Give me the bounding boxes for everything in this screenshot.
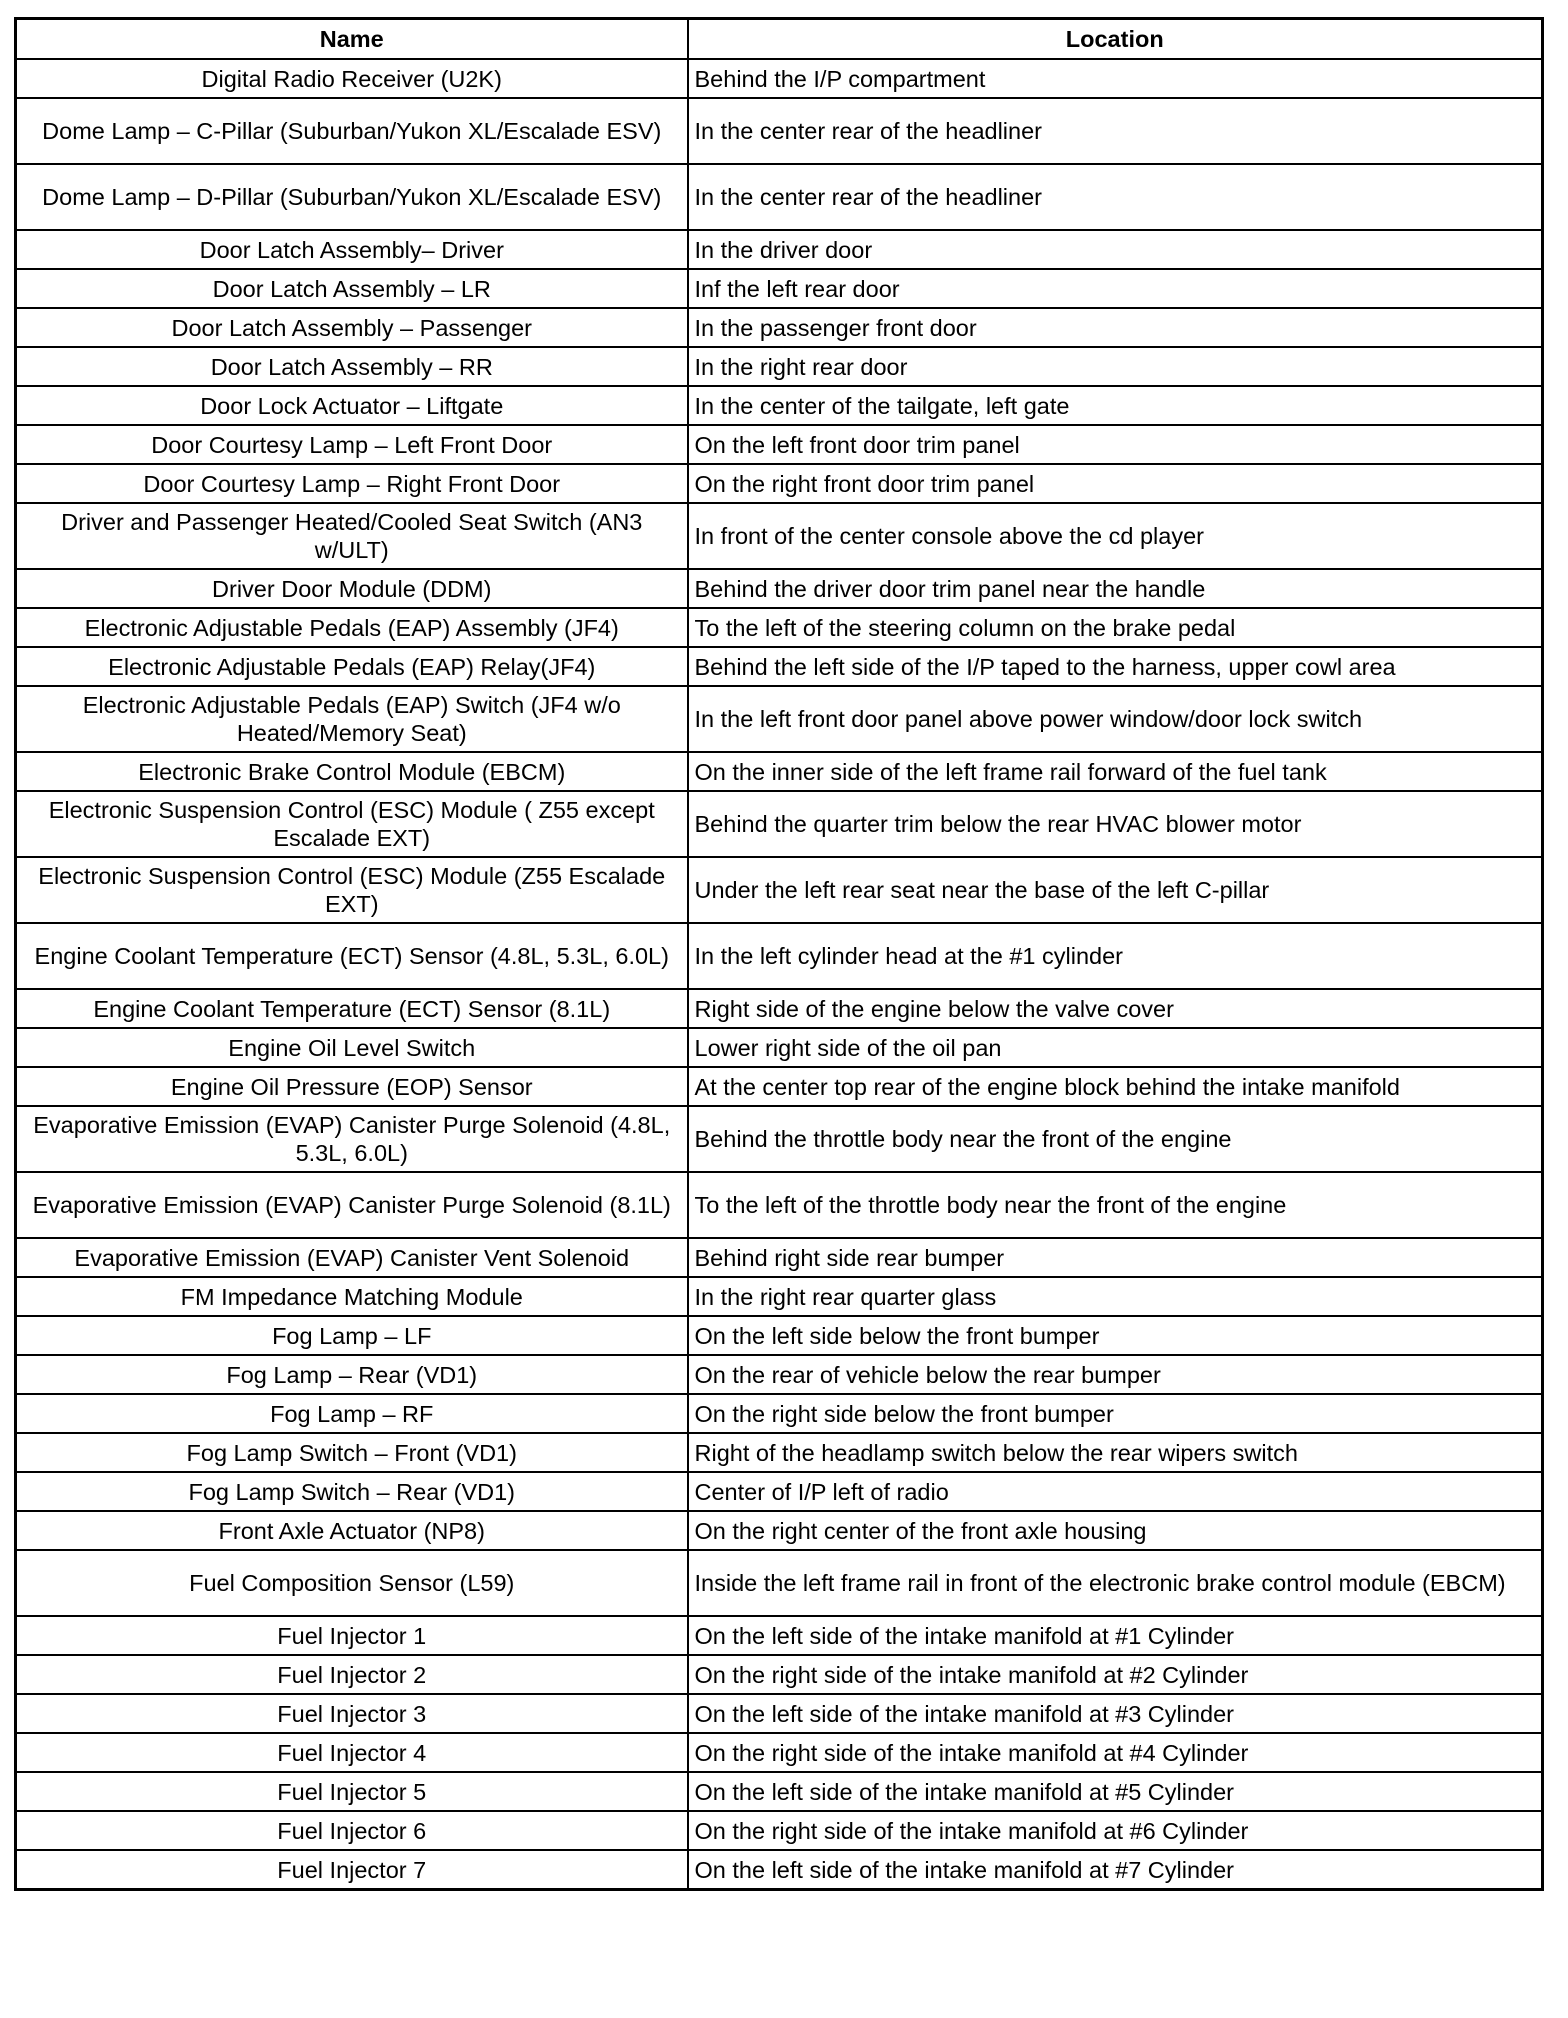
table-row	[16, 1694, 1543, 1733]
table-row	[16, 425, 1543, 464]
component-location: On the left side below the front bumper	[688, 1316, 1543, 1355]
component-name: Electronic Adjustable Pedals (EAP) Assembly (JF4)	[16, 608, 688, 647]
component-location: On the right side of the intake manifold at #2 Cylinder	[688, 1655, 1543, 1694]
component-location-table	[14, 17, 1544, 1891]
table-row	[16, 857, 1543, 923]
table-row	[16, 464, 1543, 503]
table-row	[16, 1394, 1543, 1433]
component-location: In the driver door	[688, 230, 1543, 269]
table-row	[16, 230, 1543, 269]
table-row	[16, 1172, 1543, 1238]
component-name: Evaporative Emission (EVAP) Canister Purge Solenoid (4.8L, 5.3L, 6.0L)	[16, 1106, 688, 1172]
table-row	[16, 1433, 1543, 1472]
component-location: In the center rear of the headliner	[688, 164, 1543, 230]
component-location: On the inner side of the left frame rail forward of the fuel tank	[688, 752, 1543, 791]
component-name: Dome Lamp – C-Pillar (Suburban/Yukon XL/Escalade ESV)	[16, 98, 688, 164]
component-location: In front of the center console above the cd player	[688, 503, 1543, 569]
table-row	[16, 1067, 1543, 1106]
component-location: Behind the quarter trim below the rear HVAC blower motor	[688, 791, 1543, 857]
component-location: On the right center of the front axle housing	[688, 1511, 1543, 1550]
table-row	[16, 752, 1543, 791]
component-name: Electronic Suspension Control (ESC) Module (Z55 Escalade EXT)	[16, 857, 688, 923]
component-location: On the right side of the intake manifold at #6 Cylinder	[688, 1811, 1543, 1850]
component-name: Fuel Injector 2	[16, 1655, 688, 1694]
table-row	[16, 989, 1543, 1028]
component-name: Fog Lamp – RF	[16, 1394, 688, 1433]
table-row	[16, 1655, 1543, 1694]
component-name: Door Courtesy Lamp – Left Front Door	[16, 425, 688, 464]
table-row	[16, 1028, 1543, 1067]
table-row	[16, 1238, 1543, 1277]
table-row	[16, 1277, 1543, 1316]
component-name: Door Latch Assembly – Passenger	[16, 308, 688, 347]
table-row	[16, 347, 1543, 386]
component-location: On the left front door trim panel	[688, 425, 1543, 464]
component-name: Dome Lamp – D-Pillar (Suburban/Yukon XL/Escalade ESV)	[16, 164, 688, 230]
component-name: Engine Oil Pressure (EOP) Sensor	[16, 1067, 688, 1106]
component-name: Fuel Injector 6	[16, 1811, 688, 1850]
component-name: Fuel Injector 1	[16, 1616, 688, 1655]
table-row	[16, 1811, 1543, 1850]
component-name: Door Latch Assembly – LR	[16, 269, 688, 308]
component-location: Behind right side rear bumper	[688, 1238, 1543, 1277]
component-name: Front Axle Actuator (NP8)	[16, 1511, 688, 1550]
table-body	[16, 59, 1543, 1890]
component-name: Door Latch Assembly – RR	[16, 347, 688, 386]
component-name: Electronic Brake Control Module (EBCM)	[16, 752, 688, 791]
component-name: Fuel Injector 3	[16, 1694, 688, 1733]
component-location: On the right side below the front bumper	[688, 1394, 1543, 1433]
table-row	[16, 269, 1543, 308]
component-location: Lower right side of the oil pan	[688, 1028, 1543, 1067]
table-row	[16, 1550, 1543, 1616]
component-name: Door Courtesy Lamp – Right Front Door	[16, 464, 688, 503]
header-name: Name	[16, 19, 688, 60]
component-location: On the left side of the intake manifold at #7 Cylinder	[688, 1850, 1543, 1890]
component-name: Fog Lamp Switch – Front (VD1)	[16, 1433, 688, 1472]
component-location: To the left of the steering column on the brake pedal	[688, 608, 1543, 647]
table-row	[16, 647, 1543, 686]
component-location: In the left front door panel above power window/door lock switch	[688, 686, 1543, 752]
component-location: To the left of the throttle body near the front of the engine	[688, 1172, 1543, 1238]
component-name: Fog Lamp – LF	[16, 1316, 688, 1355]
component-location: On the left side of the intake manifold at #1 Cylinder	[688, 1616, 1543, 1655]
table-row	[16, 1733, 1543, 1772]
component-name: Engine Coolant Temperature (ECT) Sensor (8.1L)	[16, 989, 688, 1028]
component-location: In the right rear quarter glass	[688, 1277, 1543, 1316]
component-location: On the rear of vehicle below the rear bumper	[688, 1355, 1543, 1394]
header-location: Location	[688, 19, 1543, 60]
table-row	[16, 791, 1543, 857]
table-row	[16, 923, 1543, 989]
table-row	[16, 1316, 1543, 1355]
table-row	[16, 1772, 1543, 1811]
table-row	[16, 1472, 1543, 1511]
table-row	[16, 1511, 1543, 1550]
component-name: Evaporative Emission (EVAP) Canister Vent Solenoid	[16, 1238, 688, 1277]
component-location: In the center of the tailgate, left gate	[688, 386, 1543, 425]
component-location: In the passenger front door	[688, 308, 1543, 347]
component-name: Fuel Injector 5	[16, 1772, 688, 1811]
table-row	[16, 308, 1543, 347]
component-location: Behind the I/P compartment	[688, 59, 1543, 98]
table-row	[16, 1850, 1543, 1890]
component-name: Evaporative Emission (EVAP) Canister Purge Solenoid (8.1L)	[16, 1172, 688, 1238]
table-row	[16, 503, 1543, 569]
component-location: Behind the driver door trim panel near the handle	[688, 569, 1543, 608]
component-name: FM Impedance Matching Module	[16, 1277, 688, 1316]
component-location: Under the left rear seat near the base of the left C-pillar	[688, 857, 1543, 923]
component-name: Electronic Adjustable Pedals (EAP) Relay(JF4)	[16, 647, 688, 686]
component-name: Engine Coolant Temperature (ECT) Sensor (4.8L, 5.3L, 6.0L)	[16, 923, 688, 989]
table-row	[16, 569, 1543, 608]
component-location: Inf the left rear door	[688, 269, 1543, 308]
table-row	[16, 164, 1543, 230]
table-row	[16, 1616, 1543, 1655]
component-name: Fuel Composition Sensor (L59)	[16, 1550, 688, 1616]
component-location: On the left side of the intake manifold at #5 Cylinder	[688, 1772, 1543, 1811]
component-name: Fog Lamp – Rear (VD1)	[16, 1355, 688, 1394]
component-name: Driver Door Module (DDM)	[16, 569, 688, 608]
component-location: Behind the throttle body near the front of the engine	[688, 1106, 1543, 1172]
table-row	[16, 98, 1543, 164]
component-location: At the center top rear of the engine block behind the intake manifold	[688, 1067, 1543, 1106]
table-row	[16, 1355, 1543, 1394]
component-name: Driver and Passenger Heated/Cooled Seat Switch (AN3 w/ULT)	[16, 503, 688, 569]
component-location: Right side of the engine below the valve cover	[688, 989, 1543, 1028]
component-name: Electronic Suspension Control (ESC) Module ( Z55 except Escalade EXT)	[16, 791, 688, 857]
component-location: Right of the headlamp switch below the rear wipers switch	[688, 1433, 1543, 1472]
component-location: In the right rear door	[688, 347, 1543, 386]
component-name: Engine Oil Level Switch	[16, 1028, 688, 1067]
component-name: Door Lock Actuator – Liftgate	[16, 386, 688, 425]
component-location: Behind the left side of the I/P taped to the harness, upper cowl area	[688, 647, 1543, 686]
component-name: Fuel Injector 4	[16, 1733, 688, 1772]
component-name: Fog Lamp Switch – Rear (VD1)	[16, 1472, 688, 1511]
component-name: Electronic Adjustable Pedals (EAP) Switch (JF4 w/o Heated/Memory Seat)	[16, 686, 688, 752]
table-header-row	[16, 19, 1543, 60]
table-row	[16, 386, 1543, 425]
component-location: On the right front door trim panel	[688, 464, 1543, 503]
component-location: In the left cylinder head at the #1 cylinder	[688, 923, 1543, 989]
component-location: Inside the left frame rail in front of the electronic brake control module (EBCM)	[688, 1550, 1543, 1616]
table-row	[16, 686, 1543, 752]
component-name: Door Latch Assembly– Driver	[16, 230, 688, 269]
table-row	[16, 59, 1543, 98]
component-name: Digital Radio Receiver (U2K)	[16, 59, 688, 98]
component-location: On the left side of the intake manifold at #3 Cylinder	[688, 1694, 1543, 1733]
component-name: Fuel Injector 7	[16, 1850, 688, 1890]
table-row	[16, 1106, 1543, 1172]
component-location: Center of I/P left of radio	[688, 1472, 1543, 1511]
component-location: In the center rear of the headliner	[688, 98, 1543, 164]
component-location: On the right side of the intake manifold at #4 Cylinder	[688, 1733, 1543, 1772]
table-row	[16, 608, 1543, 647]
